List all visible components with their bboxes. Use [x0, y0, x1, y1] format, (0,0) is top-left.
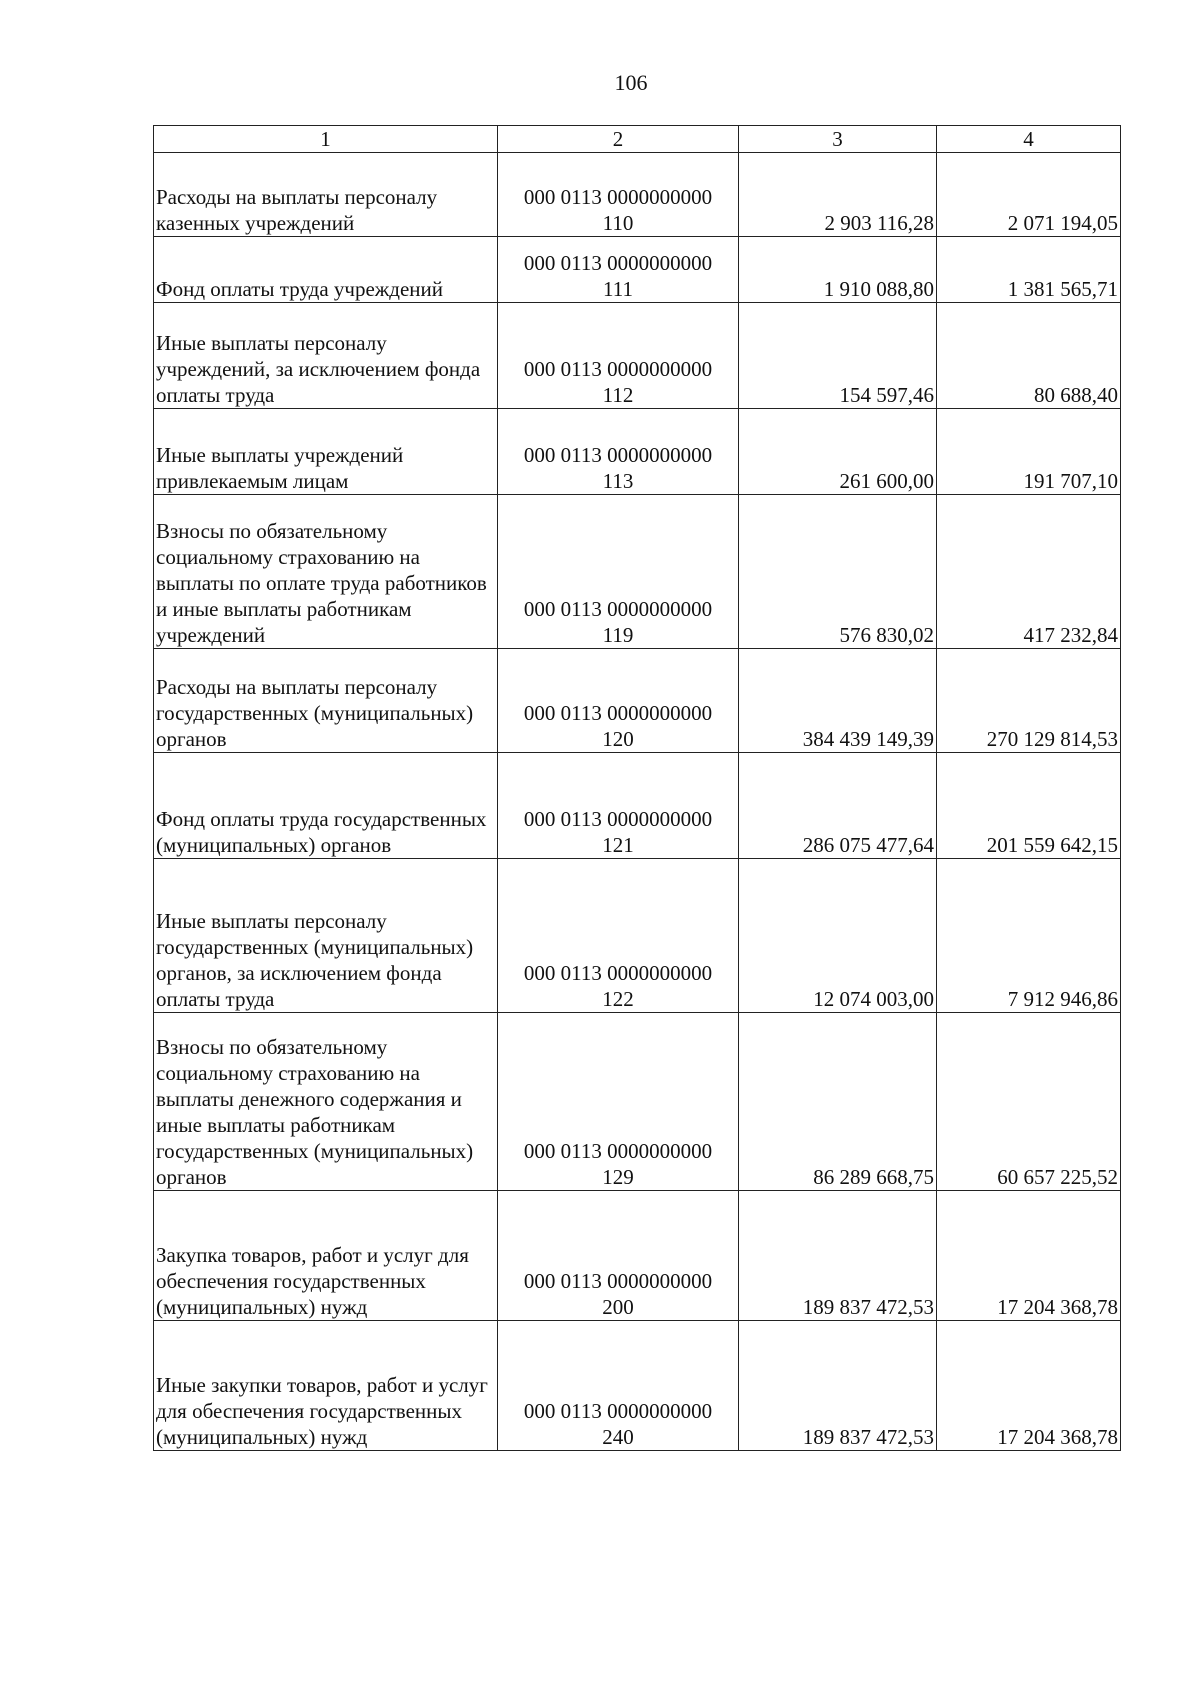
budget-code-cell — [498, 409, 739, 495]
expense-name-cell: Иные выплаты учреждений привлекаемым лицам — [154, 409, 498, 495]
budget-code-cell — [498, 237, 739, 303]
budget-code-cell — [498, 303, 739, 409]
expense-type-code: 111 — [603, 277, 633, 301]
budget-code-line: 000 0113 0000000000 — [523, 701, 713, 725]
expense-type-code: 240 — [602, 1425, 634, 1449]
amount-col4-cell: 60 657 225,52 — [937, 1013, 1121, 1191]
expense-name-cell: Расходы на выплаты персоналу казенных учреждений — [154, 153, 498, 237]
table-row — [154, 1013, 1121, 1191]
table-row — [154, 753, 1121, 859]
expense-name-cell: Взносы по обязательному социальному страхованию на выплаты денежного содержания и иные выплаты работникам государственных (муниципальных) органов — [154, 1013, 498, 1191]
amount-col4-cell: 7 912 946,86 — [937, 859, 1121, 1013]
amount-col3-cell: 154 597,46 — [739, 303, 937, 409]
budget-code-cell — [498, 1191, 739, 1321]
column-header-1: 1 — [154, 126, 498, 153]
amount-col3-cell: 286 075 477,64 — [739, 753, 937, 859]
amount-col3-cell: 2 903 116,28 — [739, 153, 937, 237]
page-number: 106 — [614, 70, 648, 95]
expense-name-cell: Расходы на выплаты персоналу государственных (муниципальных) органов — [154, 649, 498, 753]
amount-col3-cell: 261 600,00 — [739, 409, 937, 495]
amount-col3-cell: 576 830,02 — [739, 495, 937, 649]
amount-col3-cell: 12 074 003,00 — [739, 859, 937, 1013]
amount-col4-cell: 17 204 368,78 — [937, 1321, 1121, 1451]
table-row — [154, 1321, 1121, 1451]
budget-code-cell — [498, 1321, 739, 1451]
table-row — [154, 495, 1121, 649]
budget-code-line: 000 0113 0000000000 — [523, 597, 713, 621]
column-header-4: 4 — [937, 126, 1121, 153]
expense-name-cell: Фонд оплаты труда учреждений — [154, 237, 498, 303]
amount-col3-cell: 189 837 472,53 — [739, 1321, 937, 1451]
expense-type-code: 121 — [602, 833, 634, 857]
expense-name-cell: Взносы по обязательному социальному страхованию на выплаты по оплате труда работников и иные выплаты работникам учреждений — [154, 495, 498, 649]
amount-col3-cell: 86 289 668,75 — [739, 1013, 937, 1191]
expense-name-cell: Иные выплаты персоналу учреждений, за исключением фонда оплаты труда — [154, 303, 498, 409]
budget-code-cell — [498, 859, 739, 1013]
expense-type-code: 112 — [602, 383, 634, 407]
budget-code-cell — [498, 153, 739, 237]
expense-name-cell: Иные закупки товаров, работ и услуг для обеспечения государственных (муниципальных) нужд — [154, 1321, 498, 1451]
amount-col4-cell: 80 688,40 — [937, 303, 1121, 409]
budget-code-line: 000 0113 0000000000 — [523, 1139, 713, 1163]
budget-code-line: 000 0113 0000000000 — [523, 807, 713, 831]
amount-col4-cell: 2 071 194,05 — [937, 153, 1121, 237]
budget-code-line: 000 0113 0000000000 — [523, 251, 713, 275]
budget-code-line: 000 0113 0000000000 — [523, 185, 713, 209]
budget-table — [153, 125, 1121, 1451]
expense-name-cell: Закупка товаров, работ и услуг для обеспечения государственных (муниципальных) нужд — [154, 1191, 498, 1321]
amount-col4-cell: 201 559 642,15 — [937, 753, 1121, 859]
table-row — [154, 153, 1121, 237]
budget-code-line: 000 0113 0000000000 — [523, 1269, 713, 1293]
table-row — [154, 649, 1121, 753]
table-row — [154, 859, 1121, 1013]
budget-code-line: 000 0113 0000000000 — [523, 961, 713, 985]
expense-name-cell: Фонд оплаты труда государственных (муниципальных) органов — [154, 753, 498, 859]
budget-code-cell — [498, 495, 739, 649]
amount-col4-cell: 270 129 814,53 — [937, 649, 1121, 753]
expense-type-code: 122 — [602, 987, 634, 1011]
amount-col4-cell: 1 381 565,71 — [937, 237, 1121, 303]
budget-code-cell — [498, 1013, 739, 1191]
amount-col3-cell: 189 837 472,53 — [739, 1191, 937, 1321]
column-header-3: 3 — [739, 126, 937, 153]
expense-name-cell: Иные выплаты персоналу государственных (муниципальных) органов, за исключением фонда оплаты труда — [154, 859, 498, 1013]
amount-col4-cell: 417 232,84 — [937, 495, 1121, 649]
table-row — [154, 409, 1121, 495]
table-body — [154, 153, 1121, 1451]
budget-code-line: 000 0113 0000000000 — [523, 443, 713, 467]
budget-code-cell — [498, 649, 739, 753]
expense-type-code: 110 — [602, 211, 634, 235]
budget-code-cell — [498, 753, 739, 859]
expense-type-code: 119 — [602, 623, 634, 647]
budget-code-line: 000 0113 0000000000 — [523, 357, 713, 381]
expense-type-code: 129 — [602, 1165, 634, 1189]
table-row — [154, 237, 1121, 303]
expense-type-code: 113 — [602, 469, 634, 493]
budget-code-line: 000 0113 0000000000 — [523, 1399, 713, 1423]
amount-col4-cell: 17 204 368,78 — [937, 1191, 1121, 1321]
amount-col3-cell: 384 439 149,39 — [739, 649, 937, 753]
table-row — [154, 303, 1121, 409]
table-row — [154, 1191, 1121, 1321]
amount-col4-cell: 191 707,10 — [937, 409, 1121, 495]
column-header-2: 2 — [498, 126, 739, 153]
amount-col3-cell: 1 910 088,80 — [739, 237, 937, 303]
expense-type-code: 200 — [602, 1295, 634, 1319]
table-header-row — [154, 126, 1121, 153]
expense-type-code: 120 — [602, 727, 634, 751]
